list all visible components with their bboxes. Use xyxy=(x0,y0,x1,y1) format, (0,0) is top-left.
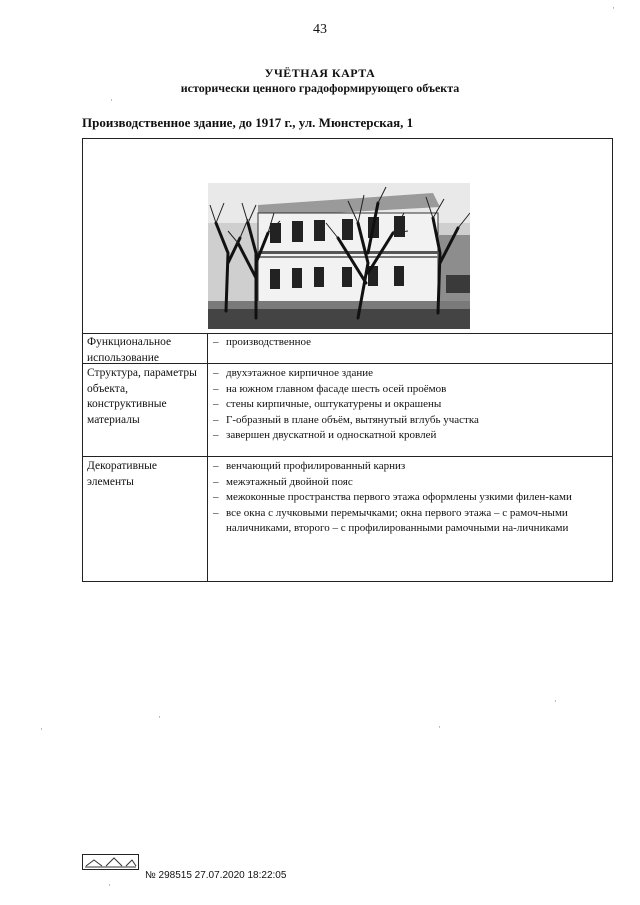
card-title: УЧЁТНАЯ КАРТА xyxy=(264,66,376,80)
object-heading: Производственное здание, до 1917 г., ул. Мюнстерская, 1 xyxy=(82,115,414,130)
column-divider xyxy=(207,457,208,581)
list-item: – двухэтажное кирпичное здание xyxy=(210,366,608,382)
row-functional-use xyxy=(83,333,612,364)
scan-speck: · xyxy=(554,696,557,706)
scan-speck: · xyxy=(108,880,111,890)
row-decorative xyxy=(83,457,612,581)
row-label: Функциональное использование xyxy=(87,336,172,364)
building-photo xyxy=(208,183,470,329)
record-card-table xyxy=(82,138,613,582)
photo-cell xyxy=(83,139,612,334)
scan-speck: · xyxy=(158,712,161,722)
page-number: 43 xyxy=(313,22,327,37)
registration-stamp-icon xyxy=(82,854,139,870)
row-label: Структура, параметры объекта, конструктивные материалы xyxy=(87,367,197,426)
row-structure xyxy=(83,364,612,457)
card-subtitle: исторически ценного градоформирующего объекта xyxy=(180,81,460,95)
list-item: – Г-образный в плане объём, вытянутый вглубь участка xyxy=(210,413,608,429)
row-items xyxy=(210,335,608,351)
scan-speck: · xyxy=(110,95,113,105)
scan-speck: · xyxy=(40,724,43,734)
list-item: – венчающий профилированный карниз xyxy=(210,459,608,475)
list-item: – на южном главном фасаде шесть осей проёмов xyxy=(210,382,608,398)
row-label: Декоративные элементы xyxy=(87,460,157,488)
list-item: – завершен двускатной и односкатной кровлей xyxy=(210,428,608,444)
scan-speck: · xyxy=(438,722,441,732)
list-item: – стены кирпичные, оштукатурены и окрашены xyxy=(210,397,608,413)
column-divider xyxy=(207,364,208,456)
row-items xyxy=(210,459,608,537)
footer-registration: № 298515 27.07.2020 18:22:05 xyxy=(145,870,287,881)
scan-speck: · xyxy=(612,3,615,13)
list-item: – межоконные пространства первого этажа оформлены узкими филен-ками xyxy=(210,490,608,506)
list-item: – все окна с лучковыми перемычками; окна первого этажа – с рамоч-ными наличниками, второго – с профилированными рамочными на-личниками xyxy=(210,506,608,537)
column-divider xyxy=(207,333,208,363)
list-item: – производственное xyxy=(210,335,608,351)
list-item: – межэтажный двойной пояс xyxy=(210,475,608,491)
row-items xyxy=(210,366,608,444)
